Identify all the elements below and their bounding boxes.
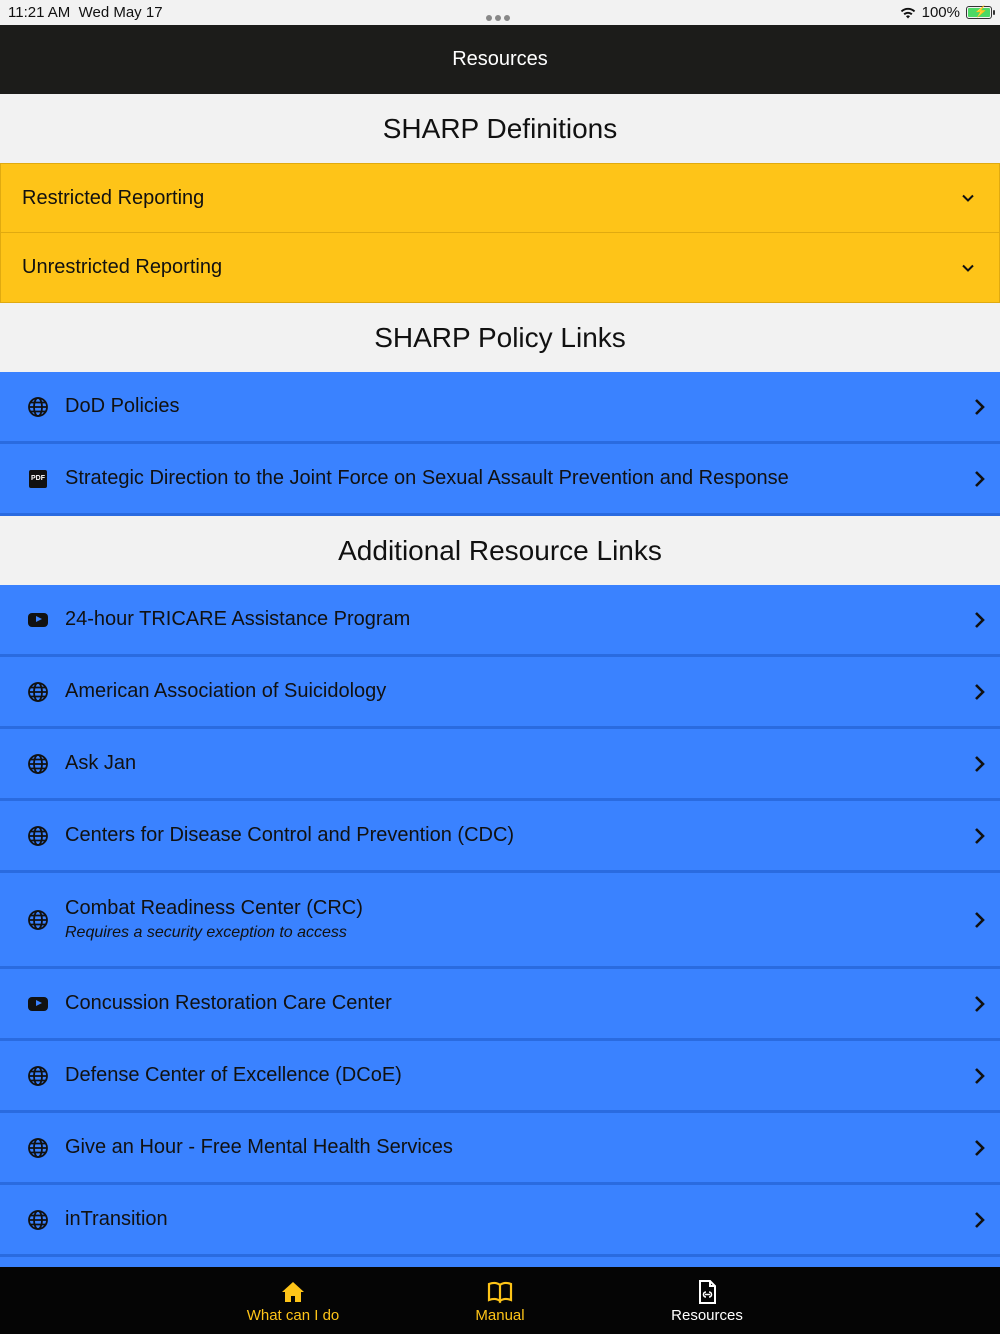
globe-icon: [27, 1137, 49, 1159]
chevron-right-icon: [972, 909, 988, 931]
link-strategic-direction[interactable]: [0, 444, 1000, 516]
status-indicators: [900, 4, 992, 21]
accordion-label: Restricted Reporting: [22, 186, 205, 209]
accordion-restricted-reporting[interactable]: [0, 163, 1000, 233]
clock-date: Wed May 17: [78, 4, 163, 21]
section-title-additional: Additional Resource Links: [0, 516, 1000, 585]
link-give-an-hour[interactable]: [0, 1113, 1000, 1185]
tab-label: Resources: [671, 1307, 743, 1324]
multitasking-dots-icon[interactable]: [486, 8, 514, 14]
link-label: Ask Jan: [65, 752, 137, 774]
globe-icon: [27, 681, 49, 703]
chevron-right-icon: [972, 1137, 988, 1159]
globe-icon: [27, 396, 49, 418]
link-label: DoD Policies: [65, 395, 180, 417]
chevron-right-icon: [972, 993, 988, 1015]
chevron-right-icon: [972, 681, 988, 703]
clock-time: 11:21 AM: [8, 4, 71, 21]
wifi-icon: [900, 7, 916, 19]
link-dod-policies[interactable]: [0, 372, 1000, 444]
link-intransition[interactable]: [0, 1185, 1000, 1257]
chevron-down-icon: [959, 259, 977, 277]
home-icon: [280, 1279, 306, 1305]
tab-resources[interactable]: [627, 1267, 787, 1334]
link-concussion-care[interactable]: [0, 969, 1000, 1041]
globe-icon: [27, 909, 49, 931]
globe-icon: [27, 1209, 49, 1231]
chevron-down-icon: [959, 189, 977, 207]
chevron-right-icon: [972, 1209, 988, 1231]
tab-label: What can I do: [246, 1307, 340, 1324]
link-row-partial[interactable]: [0, 1257, 1000, 1267]
link-text-block: [65, 897, 972, 942]
tab-bar: [0, 1267, 1000, 1334]
book-icon: [487, 1279, 513, 1305]
youtube-icon: [27, 993, 49, 1015]
link-label: inTransition: [65, 1208, 168, 1230]
globe-icon: [27, 1065, 49, 1087]
globe-icon: [27, 753, 49, 775]
chevron-right-icon: [972, 468, 988, 490]
link-ask-jan[interactable]: [0, 729, 1000, 801]
link-dcoe[interactable]: [0, 1041, 1000, 1113]
tab-what-can-i-do[interactable]: [213, 1267, 373, 1334]
chevron-right-icon: [972, 753, 988, 775]
chevron-right-icon: [972, 1065, 988, 1087]
link-label: American Association of Suicidology: [65, 680, 387, 702]
chevron-right-icon: [972, 609, 988, 631]
section-title-policy: SHARP Policy Links: [0, 303, 1000, 372]
navigation-header: [0, 25, 1000, 94]
section-title-definitions: SHARP Definitions: [0, 94, 1000, 163]
link-tricare[interactable]: [0, 585, 1000, 657]
link-suicidology[interactable]: [0, 657, 1000, 729]
link-label: Give an Hour - Free Mental Health Services: [65, 1136, 453, 1158]
accordion-label: Unrestricted Reporting: [22, 256, 223, 278]
accordion-unrestricted-reporting[interactable]: [0, 233, 1000, 303]
chevron-right-icon: [972, 396, 988, 418]
link-label: Concussion Restoration Care Center: [65, 992, 392, 1014]
pdf-icon: PDF: [27, 468, 49, 490]
youtube-icon: [27, 609, 49, 631]
status-bar: [0, 0, 1000, 25]
globe-icon: [27, 825, 49, 847]
link-label: Defense Center of Excellence (DCoE): [65, 1064, 402, 1086]
battery-icon: ⚡: [966, 6, 992, 19]
status-time: [8, 4, 163, 21]
link-label: Strategic Direction to the Joint Force on Sexual Assault Prevention and Response: [65, 467, 789, 489]
link-label: Combat Readiness Center (CRC): [65, 897, 363, 919]
document-link-icon: [694, 1279, 720, 1305]
battery-percent: 100%: [921, 4, 960, 21]
resources-list[interactable]: [0, 94, 1000, 1267]
link-crc[interactable]: [0, 873, 1000, 969]
page-title: Resources: [452, 48, 548, 70]
tab-label: Manual: [475, 1307, 525, 1324]
link-label: 24-hour TRICARE Assistance Program: [65, 608, 411, 630]
chevron-right-icon: [972, 825, 988, 847]
link-sublabel: Requires a security exception to access: [65, 924, 347, 941]
tab-manual[interactable]: [420, 1267, 580, 1334]
link-cdc[interactable]: [0, 801, 1000, 873]
link-label: Centers for Disease Control and Prevention (CDC): [65, 824, 515, 846]
